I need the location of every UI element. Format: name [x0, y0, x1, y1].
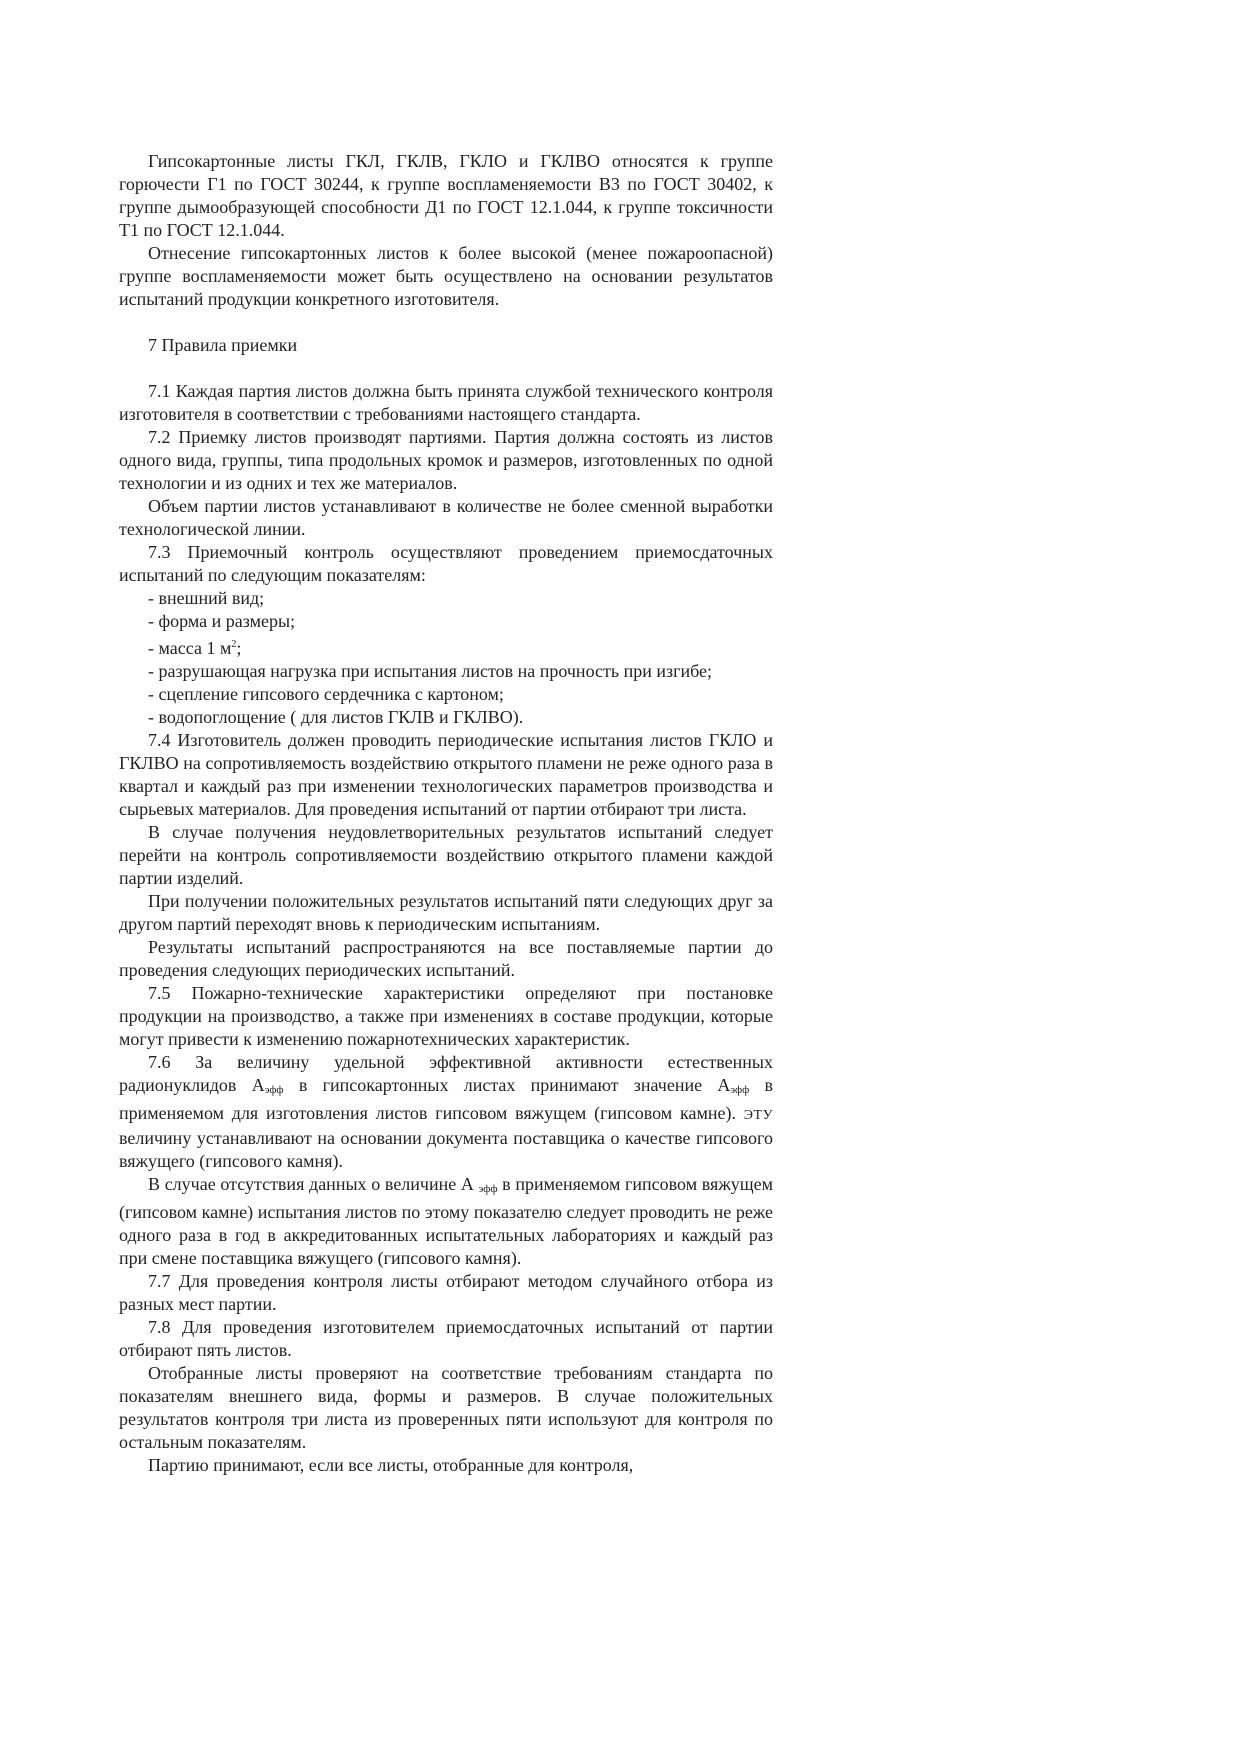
paragraph-7-6b-part-a: В случае отсутствия данных о величине А	[148, 1174, 479, 1194]
paragraph-7-4-positive: При получении положительных результатов испытаний пяти следующих друг за другом партий переходят вновь к периодическим испытаниям.	[119, 891, 773, 934]
paragraph-7-8-check: Отобранные листы проверяют на соответствие требованиям стандарта по показателям внешнего вида, формы и размеров. В случае положительных результатов контроля три листа из проверенных пяти используют для контроля по остальным показателям.	[119, 1363, 773, 1452]
paragraph-7-6-part-c: в применяемом для изготовления листов гипсовом вяжущем (гипсовом камне).	[119, 1075, 774, 1123]
list-item-shape: - форма и размеры;	[148, 611, 296, 631]
subscript-eff-1: эфф	[264, 1084, 284, 1096]
list-item-breaking-load: - разрушающая нагрузка при испытания листов на прочность при изгибе;	[148, 661, 713, 681]
paragraph-7-6-eto: ЭТУ	[743, 1108, 773, 1123]
paragraph-7-6b-part-b: в применяемом гипсовом вяжущем (гипсовом камне) испытания листов по этому показателю следует проводить не реже одного раза в год в аккредитованных испытательных лабораториях и каждый раз при смене поставщика вяжущего (гипсового камня).	[119, 1174, 773, 1268]
paragraph-higher-group: Отнесение гипсокартонных листов к более высокой (менее пожароопасной) группе воспламеняемости может быть осуществлено на основании результатов испытаний продукции конкретного изготовителя.	[119, 243, 773, 309]
paragraph-7-2-volume: Объем партии листов устанавливают в количестве не более сменной выработки технологической линии.	[119, 496, 773, 539]
paragraph-7-4: 7.4 Изготовитель должен проводить периодические испытания листов ГКЛО и ГКЛВО на сопротивляемость воздействию открытого пламени не реже одного раза в квартал и каждый раз при изменении технологических параметров производства и сырьевых материалов. Для проведения испытаний от партии отбирают три листа.	[119, 730, 773, 819]
paragraph-7-4-unsatisfactory: В случае получения неудовлетворительных результатов испытаний следует перейти на контроль сопротивляемости воздействию открытого пламени каждой партии изделий.	[119, 822, 773, 888]
list-item-appearance: - внешний вид;	[148, 588, 265, 608]
paragraph-7-8-accept: Партию принимают, если все листы, отобранные для контроля,	[148, 1455, 634, 1475]
paragraph-7-3: 7.3 Приемочный контроль осуществляют проведением приемосдаточных испытаний по следующим показателям:	[119, 542, 773, 585]
paragraph-7-4-results: Результаты испытаний распространяются на все поставляемые партии до проведения следующих периодических испытаний.	[119, 937, 773, 980]
paragraph-7-6-part-b: в гипсокартонных листах принимают значение А	[283, 1075, 731, 1095]
list-item-adhesion: - сцепление гипсового сердечника с картоном;	[148, 684, 504, 704]
subscript-eff-3: эфф	[478, 1183, 498, 1195]
list-item-mass	[119, 633, 773, 660]
superscript-two: 2	[231, 639, 237, 650]
paragraph-flammability: Гипсокартонные листы ГКЛ, ГКЛВ, ГКЛО и ГКЛВО относятся к группе горючести Г1 по ГОСТ 30244, к группе воспламеняемости В3 по ГОСТ 30402, к группе дымообразующей способности Д1 по ГОСТ 12.1.044, к группе токсичности Т1 по ГОСТ 12.1.044.	[119, 151, 773, 240]
paragraph-7-5: 7.5 Пожарно-технические характеристики определяют при постановке продукции на производство, а также при изменениях в составе продукции, которые могут привести к изменению пожарнотехнических характеристик.	[119, 983, 773, 1049]
list-item-mass-text: - масса 1 м	[148, 638, 232, 658]
document-page	[119, 150, 773, 1477]
paragraph-7-6	[119, 1051, 773, 1173]
list-item-water-absorption: - водопоглощение ( для листов ГКЛВ и ГКЛВО).	[148, 707, 524, 727]
paragraph-7-6-part-d: величину устанавливают на основании документа поставщика о качестве гипсового вяжущего (гипсового камня).	[119, 1128, 773, 1171]
paragraph-7-6-absence	[119, 1173, 773, 1270]
paragraph-7-6-part-a: 7.6 За величину удельной эффективной активности естественных радионуклидов А	[119, 1052, 773, 1095]
subscript-eff-2: эфф	[730, 1084, 750, 1096]
list-item-mass-end: ;	[236, 638, 242, 658]
paragraph-7-1: 7.1 Каждая партия листов должна быть принята службой технического контроля изготовителя в соответствии с требованиями настоящего стандарта.	[119, 381, 773, 424]
section-heading-7: 7 Правила приемки	[148, 335, 298, 355]
paragraph-7-8: 7.8 Для проведения изготовителем приемосдаточных испытаний от партии отбирают пять листов.	[119, 1317, 773, 1360]
paragraph-7-2: 7.2 Приемку листов производят партиями. Партия должна состоять из листов одного вида, группы, типа продольных кромок и размеров, изготовленных по одной технологии и из одних и тех же материалов.	[119, 427, 773, 493]
paragraph-7-7: 7.7 Для проведения контроля листы отбирают методом случайного отбора из разных мест партии.	[119, 1271, 773, 1314]
